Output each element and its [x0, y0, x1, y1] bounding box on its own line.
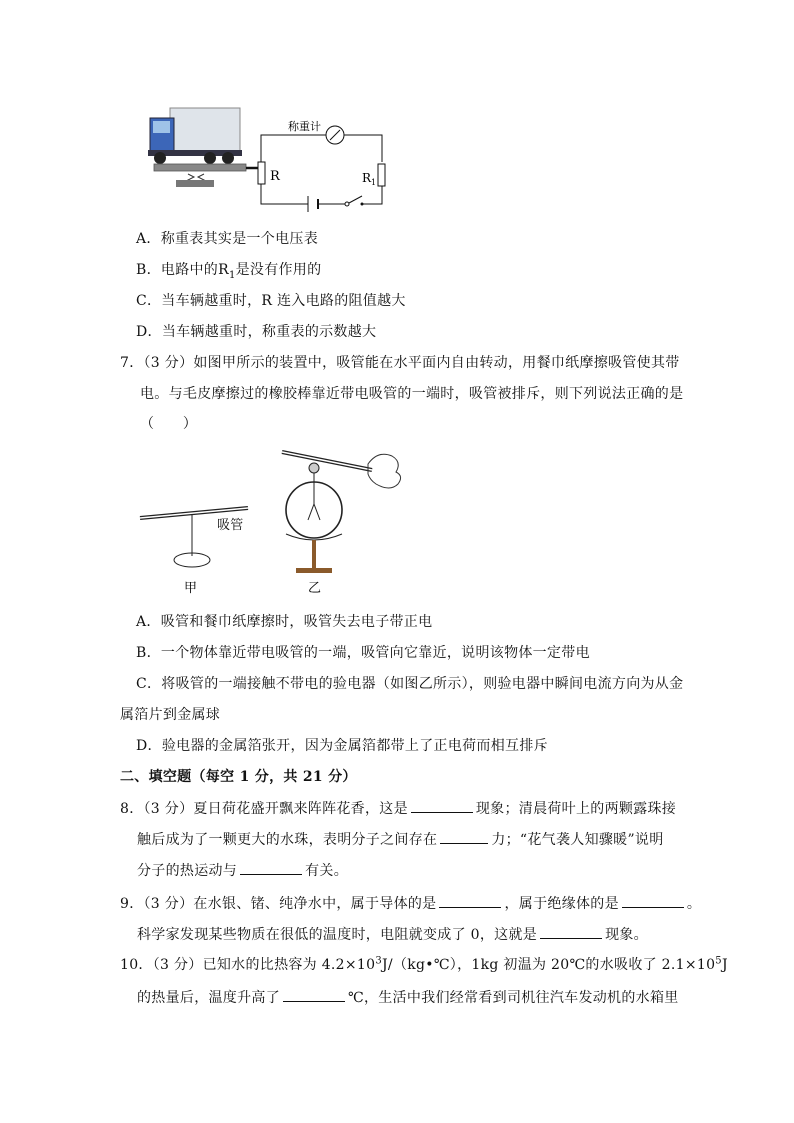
q8-line3-b: 有关。: [305, 863, 349, 879]
q7-option-c-line2: 属箔片到金属球: [120, 707, 221, 723]
q10-line1-a: 10．（3 分）已知水的比热容为 4.2×10: [120, 957, 376, 973]
q10-line1-sup: 3: [375, 955, 383, 967]
fig-jia-label: 甲: [184, 581, 198, 596]
hand-icon: [368, 454, 401, 488]
q6-option-a: A．称重表其实是一个电压表: [136, 231, 319, 247]
q6-option-b-sub: 1: [228, 269, 236, 281]
q8-line3: [137, 860, 348, 881]
resistor-r1-subscript: 1: [371, 178, 377, 187]
q8-line1-b: 现象；清晨荷叶上的两颗露珠接: [475, 801, 677, 817]
q9-line1-b: ，属于绝缘体的是: [504, 896, 619, 912]
section2-title: 二、填空题（每空 1 分，共 21 分）: [120, 769, 357, 785]
q8-line3-a: 分子的热运动与: [137, 863, 238, 879]
resistor-r1-label: R: [362, 171, 372, 185]
metal-ball-icon: [309, 463, 319, 473]
q7-option-b: B．一个物体靠近带电吸管的一端，吸管向它靠近，说明该物体一定带电: [136, 645, 590, 661]
q9-blank-1[interactable]: [439, 893, 501, 908]
q10-line1: [120, 955, 728, 975]
straw-figure-jia: [136, 500, 256, 600]
q9-blank-2[interactable]: [622, 893, 684, 908]
truck-image: [148, 108, 242, 164]
q8-line1: [120, 798, 676, 819]
q9-line2-a: 科学家发现某些物质在很低的温度时，电阻就变成了 0，这就是: [137, 927, 538, 943]
fig-yi-label: 乙: [308, 581, 322, 596]
q9-line1: [120, 893, 701, 914]
q6-option-d: D．当车辆越重时，称重表的示数越大: [136, 324, 377, 340]
q10-blank-1[interactable]: [283, 987, 345, 1002]
weighing-meter-label: 称重计: [288, 120, 321, 133]
switch-icon: [345, 202, 349, 206]
q9-blank-3[interactable]: [540, 924, 602, 939]
q7-stem-line1: 7．（3 分）如图甲所示的装置中，吸管能在水平面内自由转动，用餐巾纸摩擦吸管使其带: [120, 355, 680, 371]
metal-foil-icon: [308, 496, 320, 520]
q8-blank-1[interactable]: [411, 798, 473, 813]
q9-line2-b: 现象。: [605, 927, 648, 943]
q6-option-b-pre: B．电路中的: [136, 262, 219, 278]
resistor-r-label: R: [270, 169, 280, 184]
q8-blank-2[interactable]: [440, 829, 488, 844]
q6-option-b-r: R: [218, 262, 229, 278]
q8-line2: [137, 829, 664, 850]
q10-line1-b: J/（kg•℃），1kg 初温为 20℃的水吸收了 2.1×10: [382, 957, 716, 973]
q10-line2-b: ℃，生活中我们经常看到司机往汽车发动机的水箱里: [348, 990, 679, 1006]
q10-line1-c: J: [721, 957, 728, 973]
straw-label: 吸管: [217, 518, 244, 533]
q7-stem-line2: 电。与毛皮摩擦过的橡胶棒靠近带电吸管的一端时，吸管被排斥，则下列说法正确的是: [140, 386, 684, 402]
truck-scale-figure: [140, 100, 400, 215]
q6-option-b-post: 是没有作用的: [235, 262, 322, 278]
q8-line2-b: 力；“花气袭人知骤暖”说明: [491, 832, 664, 848]
q6-option-c: C．当车辆越重时，R 连入电路的阻值越大: [136, 293, 406, 309]
q7-option-a: A．吸管和餐巾纸摩擦时，吸管失去电子带正电: [136, 614, 433, 630]
q10-line2-a: 的热量后，温度升高了: [137, 990, 280, 1006]
q7-stem-line3: （ ）: [140, 416, 198, 432]
q9-line1-c: 。: [686, 896, 702, 912]
q8-line1-a: 8．（3 分）夏日荷花盛开飘来阵阵花香，这是: [120, 801, 408, 817]
q7-option-c-line1: C．将吸管的一端接触不带电的验电器（如图乙所示），则验电器中瞬间电流方向为从金: [136, 676, 684, 692]
q9-line1-a: 9．（3 分）在水银、锗、纯净水中，属于导体的是: [120, 896, 437, 912]
q8-line2-a: 触后成为了一颗更大的水珠，表明分子之间存在: [137, 832, 438, 848]
q8-blank-3[interactable]: [240, 860, 302, 875]
q9-line2: [137, 924, 648, 945]
q6-option-b: [136, 260, 321, 280]
q7-option-d: D．验电器的金属箔张开，因为金属箔都带上了正电荷而相互排斥: [136, 738, 548, 754]
electroscope-figure-yi: [272, 440, 422, 600]
q10-line1-sup2: 5: [715, 955, 722, 967]
svg-text:R1: [362, 171, 376, 187]
q10-line2: [137, 987, 679, 1008]
